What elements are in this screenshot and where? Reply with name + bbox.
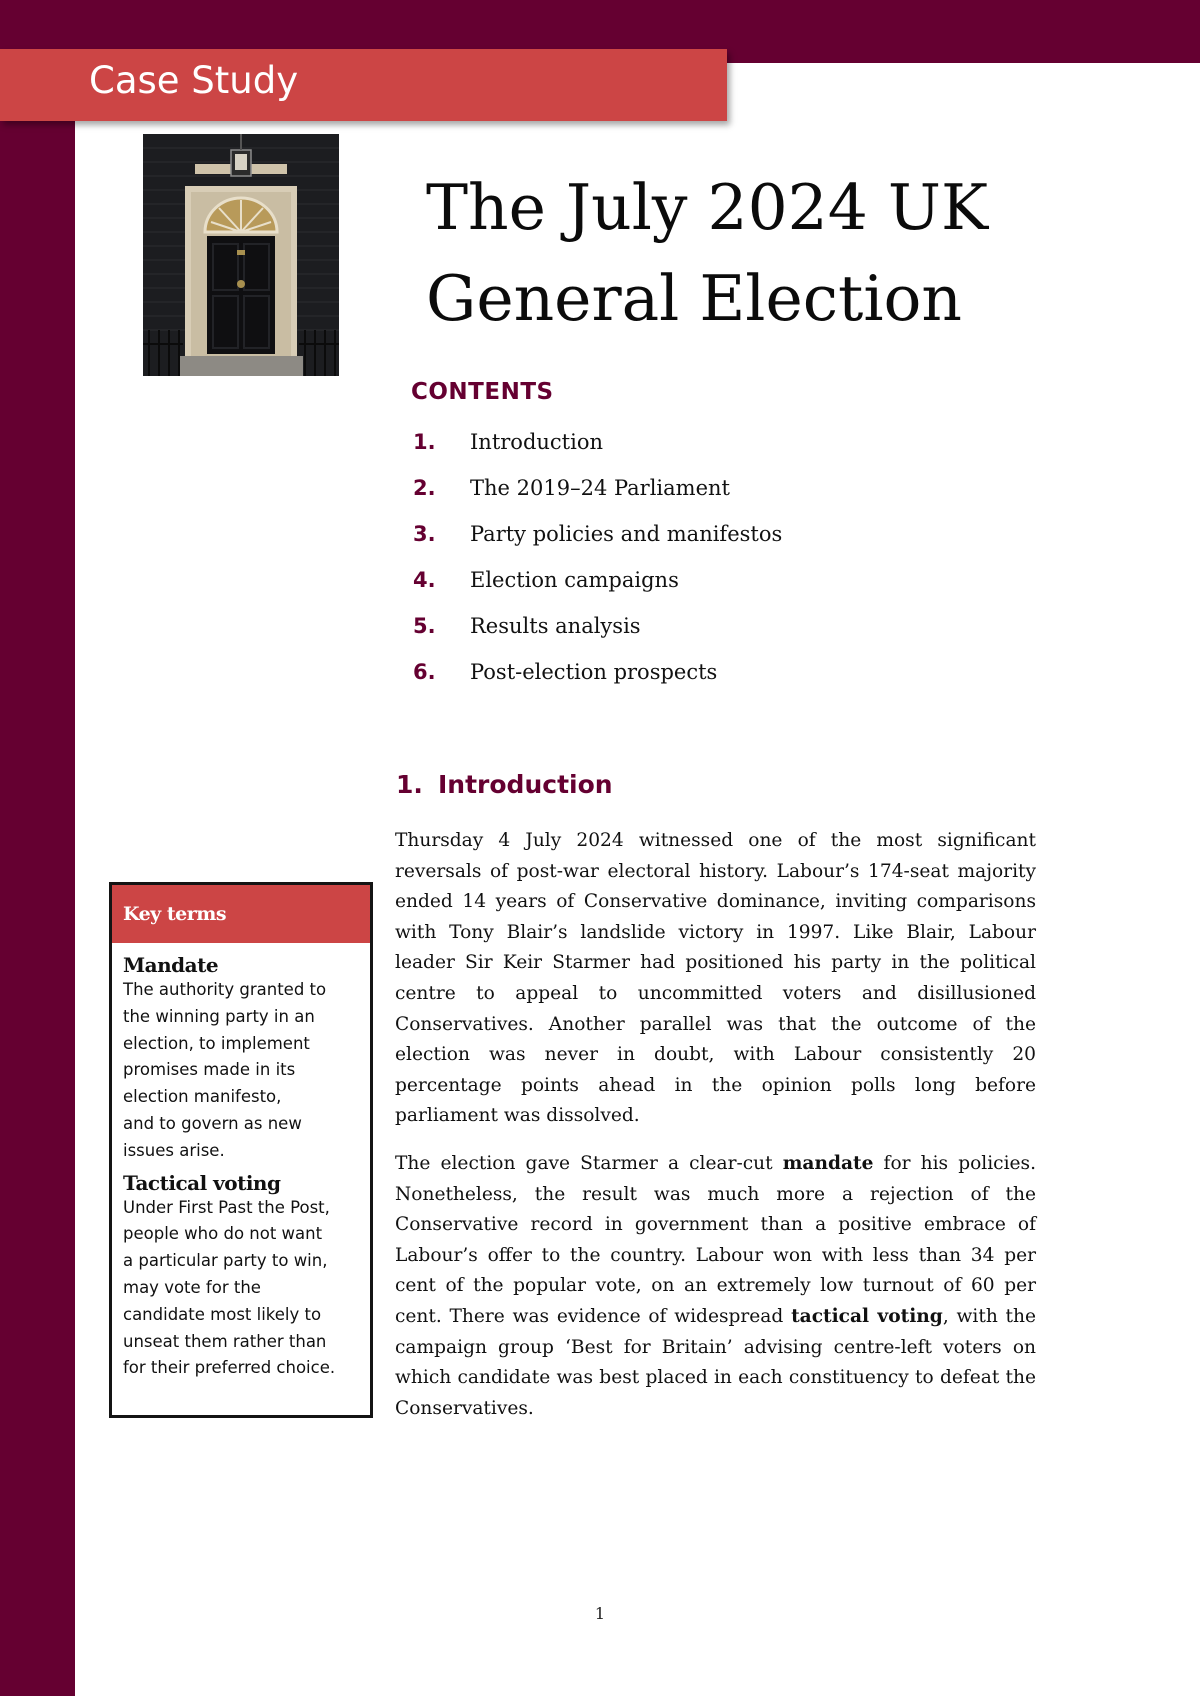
definition-line: election, to implement [123,1033,310,1053]
contents-item-label: Election campaigns [470,568,679,592]
side-decorative-bar [0,0,75,1696]
key-term-definition [123,977,364,1165]
key-terms-heading: Key terms [112,885,370,943]
definition-line: may vote for the [123,1277,261,1297]
definition-line: candidate most likely to [123,1304,322,1324]
key-term-tactical-voting-inline: tactical voting [791,1305,943,1327]
key-term-title: Tactical voting [123,1170,281,1195]
banner-label: Case Study [89,59,299,102]
contents-item-number: 3. [413,522,436,546]
definition-line: for their preferred choice. [123,1358,336,1378]
contents-item-label: Party policies and manifestos [470,522,783,546]
definition-line: election manifesto, [123,1087,282,1107]
contents-item-number: 2. [413,476,436,500]
paragraph-text: The election gave Starmer a clear-cut [395,1153,783,1174]
key-term-title: Mandate [123,953,219,977]
intro-paragraph-2 [395,1149,1036,1424]
contents-item [413,660,782,706]
contents-item [413,614,782,660]
contents-item [413,568,782,614]
contents-item [413,430,782,476]
contents-item-label: The 2019–24 Parliament [470,476,730,500]
contents-item-label: Introduction [470,430,603,454]
key-term-definition [123,1195,364,1383]
contents-item-label: Results analysis [470,614,641,638]
title-line-1: The July 2024 UK [426,171,989,244]
contents-list [413,430,782,706]
door-photo [143,134,339,376]
contents-item-number: 4. [413,568,436,592]
definition-line: The authority granted to [123,980,327,999]
paragraph-text: , with the campaign group ‘Best for Britain’ advising centre-left voters on which candidate was best placed in each constituency to defeat the Conservatives. [395,1305,1036,1419]
section-number: 1. [396,770,423,799]
definition-line: issues arise. [123,1140,225,1160]
paragraph-text: for his policies. Nonetheless, the result was much more a rejection of the Conservative record in government than a positive embrace of Labour’s offer to the country. Labour won with less than 34 per cent of the popular vote, on an extremely low turnout of 60 per cent. There was evidence of widespread [395,1153,1036,1327]
definition-line: unseat them rather than [123,1331,327,1351]
section-title: Introduction [438,770,613,799]
definition-line: promises made in its [123,1060,296,1080]
contents-item [413,476,782,522]
contents-heading: CONTENTS [411,379,554,405]
title-line-2: General Election [426,262,962,335]
downing-street-door-image [143,134,339,376]
document-title [426,162,1126,344]
definition-line: Under First Past the Post, [123,1197,330,1217]
intro-paragraph-1: Thursday 4 July 2024 witnessed one of the most significant reversals of post-war electoral history. Labour’s 174-seat majority ended 14 years of Conservative dominance, inviting comparisons with Tony Blair’s landslide victory in 1997. Like Blair, Labour leader Sir Keir Starmer had positioned his party in the political centre to appeal to uncommitted voters and disillusioned Conservatives. Another parallel was that the outcome of the election was never in doubt, with Labour consistently 20 percentage points ahead in the opinion polls long before parliament was dissolved. [395,830,1036,1127]
contents-item-label: Post-election prospects [470,660,718,684]
contents-item-number: 1. [413,430,436,454]
contents-item [413,522,782,568]
contents-item-number: 6. [413,660,436,684]
definition-line: a particular party to win, [123,1251,328,1271]
section-heading-introduction [396,770,613,799]
definition-line: people who do not want [123,1224,323,1244]
key-term-mandate-inline: mandate [782,1153,874,1174]
key-terms-box [109,882,373,1418]
definition-line: the winning party in an [123,1006,315,1026]
contents-item-number: 5. [413,614,436,638]
definition-line: and to govern as new [123,1113,302,1133]
page-number: 1 [594,1604,606,1623]
